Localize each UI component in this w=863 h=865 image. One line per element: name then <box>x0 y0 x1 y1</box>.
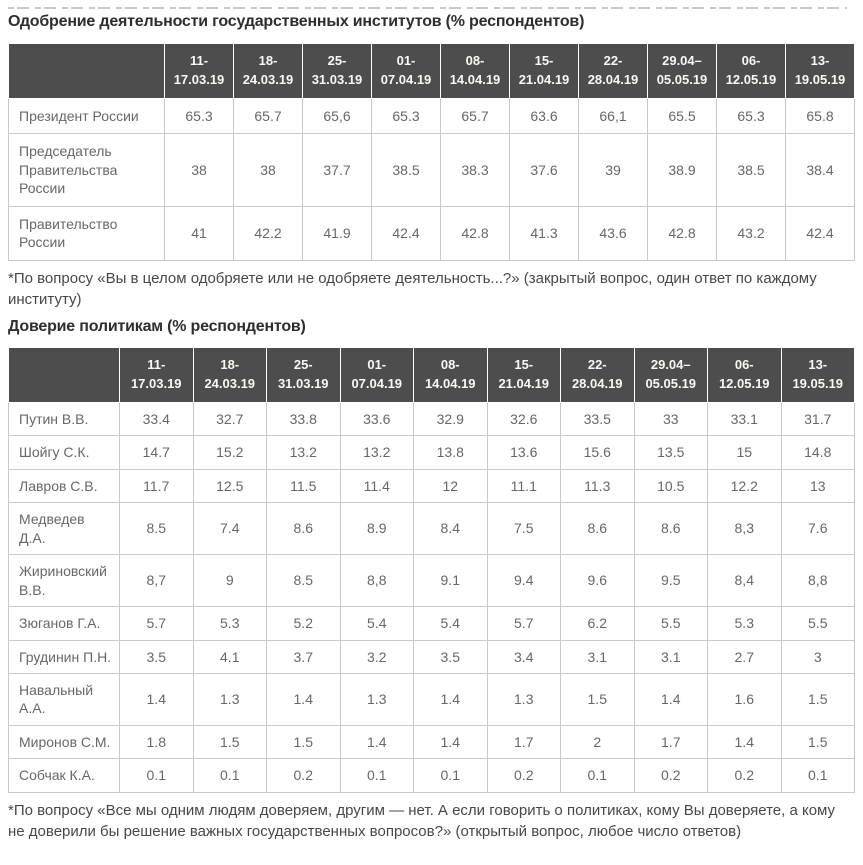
data-cell: 3.1 <box>634 640 708 673</box>
row-label: Навальный А.А. <box>9 674 120 726</box>
data-cell: 3.5 <box>414 640 488 673</box>
table-row <box>9 725 855 758</box>
data-cell: 32.6 <box>487 402 561 435</box>
date-column-header: 01-07.04.19 <box>340 348 414 403</box>
data-cell: 11.7 <box>120 469 194 502</box>
row-label: Зюганов Г.А. <box>9 607 120 640</box>
data-cell: 42.8 <box>441 206 510 260</box>
approval_table-corner-cell <box>9 44 165 99</box>
data-cell: 33.6 <box>340 402 414 435</box>
row-label: Медведев Д.А. <box>9 503 120 555</box>
date-column-header: 15-21.04.19 <box>487 348 561 403</box>
data-cell: 41.3 <box>510 206 579 260</box>
data-cell: 65,6 <box>303 98 372 133</box>
data-cell: 38 <box>165 134 234 206</box>
data-cell: 6.2 <box>561 607 635 640</box>
approval-table <box>8 43 855 261</box>
data-cell: 13.2 <box>267 436 341 469</box>
data-cell: 66,1 <box>579 98 648 133</box>
data-cell: 41.9 <box>303 206 372 260</box>
row-label: Шойгу С.К. <box>9 436 120 469</box>
data-cell: 1.3 <box>487 674 561 726</box>
date-column-header: 08-14.04.19 <box>441 44 510 99</box>
data-cell: 7.5 <box>487 503 561 555</box>
data-cell: 38.4 <box>786 134 855 206</box>
data-cell: 33.4 <box>120 402 194 435</box>
data-cell: 8.5 <box>120 503 194 555</box>
data-cell: 33.8 <box>267 402 341 435</box>
data-cell: 8,3 <box>708 503 782 555</box>
data-cell: 15.6 <box>561 436 635 469</box>
data-cell: 3.7 <box>267 640 341 673</box>
data-cell: 1.4 <box>414 674 488 726</box>
table-row <box>9 436 855 469</box>
data-cell: 8.5 <box>267 555 341 607</box>
data-cell: 0.2 <box>708 759 782 792</box>
data-cell: 1.3 <box>340 674 414 726</box>
table-row <box>9 759 855 792</box>
table-row <box>9 469 855 502</box>
data-cell: 0.2 <box>267 759 341 792</box>
table-row <box>9 98 855 133</box>
data-cell: 13 <box>781 469 855 502</box>
data-cell: 2 <box>561 725 635 758</box>
approval-table-body <box>9 98 855 260</box>
data-cell: 9.5 <box>634 555 708 607</box>
data-cell: 0.1 <box>120 759 194 792</box>
data-cell: 65.8 <box>786 98 855 133</box>
data-cell: 14.7 <box>120 436 194 469</box>
data-cell: 11.5 <box>267 469 341 502</box>
data-cell: 5.2 <box>267 607 341 640</box>
trust-table <box>8 347 855 793</box>
data-cell: 7.4 <box>193 503 267 555</box>
trust-table-body <box>9 402 855 792</box>
data-cell: 5.4 <box>340 607 414 640</box>
data-cell: 38.3 <box>441 134 510 206</box>
row-label: Правительство России <box>9 206 165 260</box>
data-cell: 8.6 <box>561 503 635 555</box>
data-cell: 32.7 <box>193 402 267 435</box>
data-cell: 12.5 <box>193 469 267 502</box>
data-cell: 15 <box>708 436 782 469</box>
row-label: Жириновский В.В. <box>9 555 120 607</box>
data-cell: 1.5 <box>267 725 341 758</box>
data-cell: 3.2 <box>340 640 414 673</box>
row-label: Собчак К.А. <box>9 759 120 792</box>
date-column-header: 25-31.03.19 <box>267 348 341 403</box>
approval-table-footnote: *По вопросу «Вы в целом одобряете или не одобряете деятельность...?» (закрытый вопрос, один ответ по каждому институту) <box>8 269 817 308</box>
trust-table-title: Доверие политикам (% респондентов) <box>8 318 306 336</box>
data-cell: 5.4 <box>414 607 488 640</box>
data-cell: 42.2 <box>234 206 303 260</box>
data-cell: 2.7 <box>708 640 782 673</box>
data-cell: 38.9 <box>648 134 717 206</box>
date-column-header: 25-31.03.19 <box>303 44 372 99</box>
data-cell: 38.5 <box>372 134 441 206</box>
data-cell: 1.6 <box>708 674 782 726</box>
approval-header-row <box>9 44 855 99</box>
date-column-header: 15-21.04.19 <box>510 44 579 99</box>
row-label: Президент России <box>9 98 165 133</box>
data-cell: 0.1 <box>340 759 414 792</box>
data-cell: 1.4 <box>414 725 488 758</box>
data-cell: 63.6 <box>510 98 579 133</box>
data-cell: 33.5 <box>561 402 635 435</box>
table-row <box>9 555 855 607</box>
data-cell: 43.2 <box>717 206 786 260</box>
data-cell: 8.6 <box>634 503 708 555</box>
table-row <box>9 206 855 260</box>
data-cell: 15.2 <box>193 436 267 469</box>
date-column-header: 06-12.05.19 <box>717 44 786 99</box>
data-cell: 42.4 <box>786 206 855 260</box>
data-cell: 9.6 <box>561 555 635 607</box>
data-cell: 41 <box>165 206 234 260</box>
row-label: Миронов С.М. <box>9 725 120 758</box>
data-cell: 37.6 <box>510 134 579 206</box>
data-cell: 1.4 <box>267 674 341 726</box>
data-cell: 65.3 <box>165 98 234 133</box>
data-cell: 65.3 <box>717 98 786 133</box>
data-cell: 13.5 <box>634 436 708 469</box>
data-cell: 7.6 <box>781 503 855 555</box>
date-column-header: 11-17.03.19 <box>165 44 234 99</box>
date-column-header: 29.04–05.05.19 <box>648 44 717 99</box>
data-cell: 1.4 <box>634 674 708 726</box>
data-cell: 12.2 <box>708 469 782 502</box>
data-cell: 38.5 <box>717 134 786 206</box>
date-column-header: 22-28.04.19 <box>579 44 648 99</box>
data-cell: 0.1 <box>781 759 855 792</box>
data-cell: 65.3 <box>372 98 441 133</box>
data-cell: 11.1 <box>487 469 561 502</box>
data-cell: 1.4 <box>120 674 194 726</box>
data-cell: 9 <box>193 555 267 607</box>
data-cell: 3 <box>781 640 855 673</box>
data-cell: 0.2 <box>634 759 708 792</box>
data-cell: 4.1 <box>193 640 267 673</box>
data-cell: 42.8 <box>648 206 717 260</box>
data-cell: 13.6 <box>487 436 561 469</box>
data-cell: 13.8 <box>414 436 488 469</box>
data-cell: 8.9 <box>340 503 414 555</box>
clipped-text-above <box>8 5 847 9</box>
table-row <box>9 607 855 640</box>
data-cell: 1.4 <box>340 725 414 758</box>
trust_table-corner-cell <box>9 348 120 403</box>
row-label: Грудинин П.Н. <box>9 640 120 673</box>
data-cell: 10.5 <box>634 469 708 502</box>
data-cell: 5.7 <box>120 607 194 640</box>
table-row <box>9 674 855 726</box>
data-cell: 3.5 <box>120 640 194 673</box>
approval-table-title: Одобрение деятельности государственных институтов (% респондентов) <box>8 13 585 30</box>
data-cell: 8,8 <box>340 555 414 607</box>
data-cell: 0.1 <box>414 759 488 792</box>
date-column-header: 13-19.05.19 <box>781 348 855 403</box>
data-cell: 11.4 <box>340 469 414 502</box>
data-cell: 9.4 <box>487 555 561 607</box>
data-cell: 1.5 <box>781 674 855 726</box>
data-cell: 39 <box>579 134 648 206</box>
data-cell: 65.7 <box>441 98 510 133</box>
data-cell: 8,4 <box>708 555 782 607</box>
data-cell: 3.4 <box>487 640 561 673</box>
data-cell: 1.5 <box>193 725 267 758</box>
data-cell: 1.5 <box>781 725 855 758</box>
date-column-header: 08-14.04.19 <box>414 348 488 403</box>
data-cell: 1.3 <box>193 674 267 726</box>
data-cell: 8,7 <box>120 555 194 607</box>
date-column-header: 06-12.05.19 <box>708 348 782 403</box>
data-cell: 8.6 <box>267 503 341 555</box>
data-cell: 5.3 <box>193 607 267 640</box>
date-column-header: 22-28.04.19 <box>561 348 635 403</box>
table-row <box>9 640 855 673</box>
data-cell: 5.7 <box>487 607 561 640</box>
data-cell: 65.5 <box>648 98 717 133</box>
data-cell: 1.8 <box>120 725 194 758</box>
data-cell: 1.7 <box>487 725 561 758</box>
data-cell: 12 <box>414 469 488 502</box>
row-label: Лавров С.В. <box>9 469 120 502</box>
data-cell: 8.4 <box>414 503 488 555</box>
data-cell: 14.8 <box>781 436 855 469</box>
data-cell: 5.5 <box>781 607 855 640</box>
data-cell: 37.7 <box>303 134 372 206</box>
data-cell: 33.1 <box>708 402 782 435</box>
data-cell: 1.4 <box>708 725 782 758</box>
data-cell: 13.2 <box>340 436 414 469</box>
article-tables-section <box>8 5 855 842</box>
date-column-header: 11-17.03.19 <box>120 348 194 403</box>
data-cell: 0.1 <box>193 759 267 792</box>
date-column-header: 18-24.03.19 <box>234 44 303 99</box>
data-cell: 38 <box>234 134 303 206</box>
data-cell: 8,8 <box>781 555 855 607</box>
data-cell: 1.7 <box>634 725 708 758</box>
date-column-header: 18-24.03.19 <box>193 348 267 403</box>
table-row <box>9 134 855 206</box>
data-cell: 42.4 <box>372 206 441 260</box>
row-label: Председатель Правительства России <box>9 134 165 206</box>
row-label: Путин В.В. <box>9 402 120 435</box>
data-cell: 31.7 <box>781 402 855 435</box>
data-cell: 0.1 <box>561 759 635 792</box>
data-cell: 11.3 <box>561 469 635 502</box>
data-cell: 65.7 <box>234 98 303 133</box>
trust-header-row <box>9 348 855 403</box>
data-cell: 9.1 <box>414 555 488 607</box>
data-cell: 32.9 <box>414 402 488 435</box>
data-cell: 5.3 <box>708 607 782 640</box>
date-column-header: 01-07.04.19 <box>372 44 441 99</box>
data-cell: 1.5 <box>561 674 635 726</box>
table-row <box>9 402 855 435</box>
data-cell: 5.5 <box>634 607 708 640</box>
date-column-header: 13-19.05.19 <box>786 44 855 99</box>
data-cell: 43.6 <box>579 206 648 260</box>
trust-table-footnote: *По вопросу «Все мы одним людям доверяем, другим — нет. А если говорить о политиках, кому Вы доверяете, а кому не доверили бы решение важных государственных вопросов?» (открытый вопрос, любое число ответов) <box>8 801 836 841</box>
data-cell: 0.2 <box>487 759 561 792</box>
table-row <box>9 503 855 555</box>
data-cell: 3.1 <box>561 640 635 673</box>
data-cell: 33 <box>634 402 708 435</box>
date-column-header: 29.04–05.05.19 <box>634 348 708 403</box>
